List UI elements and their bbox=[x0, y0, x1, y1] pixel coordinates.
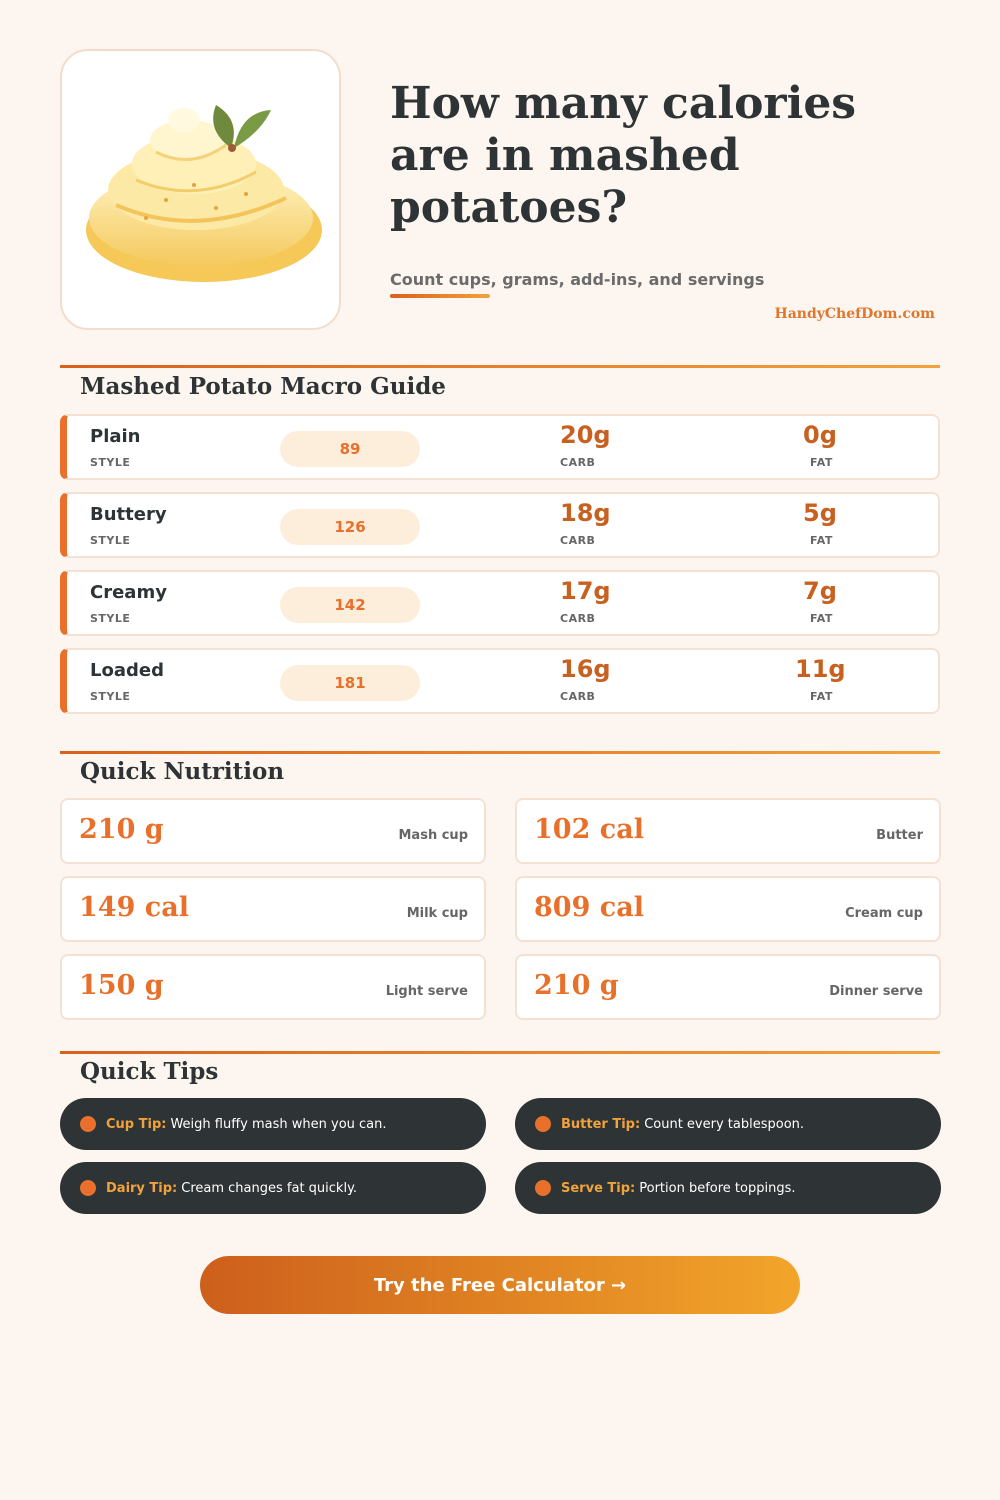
fat-value: 7g bbox=[803, 577, 837, 605]
calorie-badge: 181 bbox=[280, 665, 420, 701]
nutrition-value: 102 cal bbox=[534, 814, 644, 845]
macro-row-plain bbox=[60, 414, 940, 480]
nutrition-label: Dinner serve bbox=[829, 984, 923, 999]
nutrition-value: 149 cal bbox=[79, 892, 189, 923]
fat-label: FAT bbox=[810, 612, 833, 625]
tip-title: Dairy Tip: bbox=[106, 1180, 178, 1196]
section-divider bbox=[60, 1051, 940, 1054]
page-title: How many calories are in mashed potatoes? bbox=[390, 78, 857, 233]
orange-dot-icon bbox=[535, 1180, 551, 1196]
tip-text: Cream changes fat quickly. bbox=[181, 1180, 358, 1196]
tip-text: Weigh fluffy mash when you can. bbox=[170, 1116, 387, 1132]
macro-row-creamy bbox=[60, 570, 940, 636]
nutrition-label: Milk cup bbox=[406, 906, 468, 921]
nutrition-card-dinner-serve bbox=[515, 954, 941, 1020]
carb-value: 16g bbox=[560, 655, 611, 683]
fat-value: 11g bbox=[795, 655, 846, 683]
tip-serve bbox=[515, 1162, 941, 1214]
section-divider bbox=[60, 751, 940, 754]
carb-label: CARB bbox=[560, 690, 596, 703]
tip-title: Butter Tip: bbox=[561, 1116, 641, 1132]
fat-label: FAT bbox=[810, 690, 833, 703]
nutrition-label: Butter bbox=[876, 828, 923, 843]
subtitle-underline bbox=[390, 294, 490, 298]
nutrition-card-mash-cup bbox=[60, 798, 486, 864]
carb-label: CARB bbox=[560, 534, 596, 547]
style-label: STYLE bbox=[90, 534, 131, 547]
style-label: STYLE bbox=[90, 456, 131, 469]
nutrition-label: Cream cup bbox=[845, 906, 923, 921]
orange-dot-icon bbox=[80, 1116, 96, 1132]
nutrition-card-milk-cup bbox=[60, 876, 486, 942]
quick-nutrition-title: Quick Nutrition bbox=[80, 758, 285, 785]
fat-label: FAT bbox=[810, 456, 833, 469]
quick-tips-title: Quick Tips bbox=[80, 1058, 219, 1085]
tip-title: Serve Tip: bbox=[561, 1180, 636, 1196]
carb-label: CARB bbox=[560, 612, 596, 625]
nutrition-card-butter bbox=[515, 798, 941, 864]
mashed-potato-illustration bbox=[76, 90, 326, 290]
style-label: STYLE bbox=[90, 690, 131, 703]
section-divider bbox=[60, 365, 940, 368]
style-name: Creamy bbox=[90, 582, 167, 603]
nutrition-label: Mash cup bbox=[398, 828, 468, 843]
orange-dot-icon bbox=[80, 1180, 96, 1196]
site-link[interactable]: HandyChefDom.com bbox=[774, 306, 935, 322]
carb-value: 20g bbox=[560, 421, 611, 449]
tip-dairy bbox=[60, 1162, 486, 1214]
fat-value: 5g bbox=[803, 499, 837, 527]
nutrition-value: 809 cal bbox=[534, 892, 644, 923]
macro-row-loaded bbox=[60, 648, 940, 714]
macro-row-buttery bbox=[60, 492, 940, 558]
free-calculator-button[interactable]: Try the Free Calculator → bbox=[200, 1256, 800, 1314]
style-name: Loaded bbox=[90, 660, 164, 681]
carb-label: CARB bbox=[560, 456, 596, 469]
tip-butter bbox=[515, 1098, 941, 1150]
nutrition-label: Light serve bbox=[385, 984, 468, 999]
hero-image-card bbox=[60, 49, 341, 330]
fat-value: 0g bbox=[803, 421, 837, 449]
nutrition-value: 210 g bbox=[79, 814, 164, 845]
carb-value: 17g bbox=[560, 577, 611, 605]
nutrition-card-cream-cup bbox=[515, 876, 941, 942]
calorie-badge: 126 bbox=[280, 509, 420, 545]
tip-text: Count every tablespoon. bbox=[644, 1116, 805, 1132]
fat-label: FAT bbox=[810, 534, 833, 547]
tip-title: Cup Tip: bbox=[106, 1116, 167, 1132]
tip-cup bbox=[60, 1098, 486, 1150]
nutrition-value: 210 g bbox=[534, 970, 619, 1001]
macro-guide-title: Mashed Potato Macro Guide bbox=[80, 373, 446, 400]
page-subtitle: Count cups, grams, add-ins, and servings bbox=[390, 270, 765, 289]
nutrition-card-light-serve bbox=[60, 954, 486, 1020]
orange-dot-icon bbox=[535, 1116, 551, 1132]
tip-text: Portion before toppings. bbox=[639, 1180, 796, 1196]
calorie-badge: 89 bbox=[280, 431, 420, 467]
style-label: STYLE bbox=[90, 612, 131, 625]
style-name: Plain bbox=[90, 426, 141, 447]
style-name: Buttery bbox=[90, 504, 167, 525]
carb-value: 18g bbox=[560, 499, 611, 527]
calorie-badge: 142 bbox=[280, 587, 420, 623]
nutrition-value: 150 g bbox=[79, 970, 164, 1001]
